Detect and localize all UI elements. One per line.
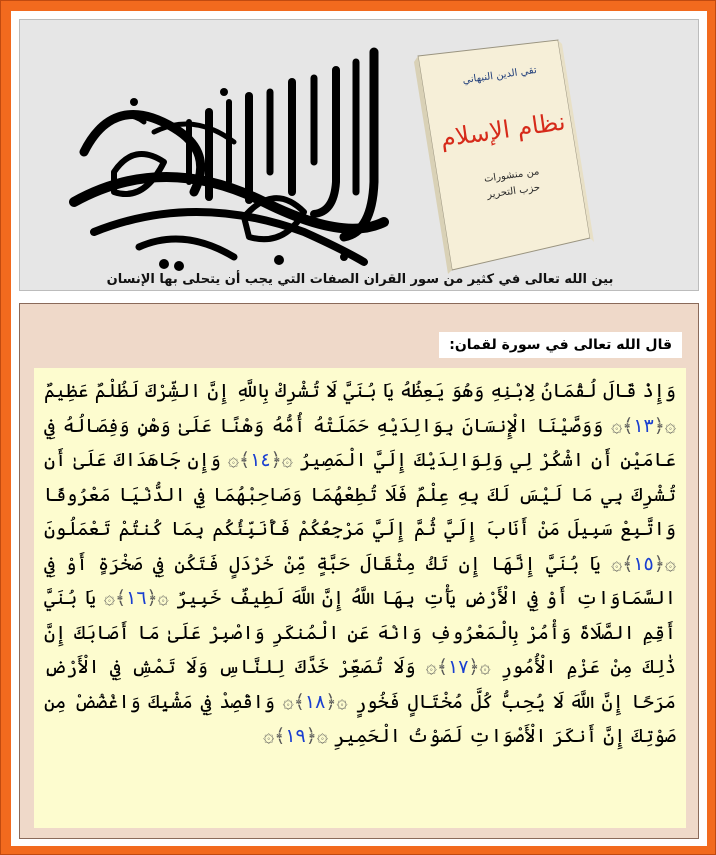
ayah-ornament-icon: ﴾۞: [103, 587, 127, 609]
ayah-ornament-icon: ﴾۞: [227, 449, 251, 471]
verses-box: [34, 368, 686, 828]
ayah-number-marker: [611, 553, 676, 575]
ayah-number: ١٨: [304, 690, 326, 713]
ayah-number: ١٥: [633, 552, 654, 575]
ayah-ornament-icon: ﴾۞: [263, 725, 286, 747]
ayah-ornament-icon: ۞﴿: [653, 552, 677, 575]
book-cover-image: [408, 38, 594, 274]
ayah-number: ١٧: [448, 656, 469, 678]
ayah-ornament-icon: ﴾۞: [282, 690, 305, 713]
verses-panel: [19, 303, 699, 839]
book-publisher-line2: حزب التحرير: [486, 182, 541, 201]
book-title: نظام الإسلام: [438, 107, 568, 153]
ayah-ornament-icon: ﴾۞: [425, 656, 448, 678]
ayah-ornament-icon: ۞﴿: [653, 414, 677, 437]
ayah-number: ١٣: [633, 414, 654, 437]
ayah-number-marker: [228, 449, 293, 471]
verse-text: يَا بُنَيَّ إِنَّهَا إِن تَكُ مِثْقَالَ حَبَّةٍ مِّنْ خَرْدَلٍ فَتَكُن فِي صَخْرَةٍ أَوْ فِي السَّمَاوَاتِ أَوْ فِي الْأَرْضِ يَأْتِ بِهَا اللَّهُ إِنَّ اللَّهَ لَطِيفٌ خَبِيرٌ: [44, 552, 676, 609]
ayah-number: ١٩: [285, 725, 306, 747]
caption-text: بين الله تعالى في كثير من سور القران الصفات التي يجب أن يتحلى بها الإنسان: [106, 272, 614, 287]
ayah-number-marker: [263, 725, 328, 747]
ayah-ornament-icon: ۞﴿: [305, 725, 329, 747]
ayah-ornament-icon: ۞﴿: [146, 587, 169, 609]
ayah-ornament-icon: ۞﴿: [468, 656, 491, 678]
verse-text: وَإِن جَاهَدَاكَ عَلَىٰ أَن تُشْرِكَ بِي مَا لَيْسَ لَكَ بِهِ عِلْمٌ فَلَا تُطِعْهُمَا وَصَاحِبْهُمَا فِي الدُّنْيَا مَعْرُوفًا وَاتَّبِعْ سَبِيلَ مَنْ أَنَابَ إِلَيَّ ثُمَّ إِلَيَّ مَرْجِعُكُمْ فَأُنَبِّئُكُم بِمَا كُنتُمْ تَعْمَلُونَ: [44, 449, 676, 540]
ayah-number-marker: [426, 656, 491, 678]
verse-text: وَلَا تُصَعِّرْ خَدَّكَ لِلنَّاسِ وَلَا تَمْشِ فِي الْأَرْضِ مَرَحًا إِنَّ اللَّهَ لَا يُحِبُّ كُلَّ مُخْتَالٍ فَخُورٍ: [44, 656, 676, 713]
ayah-ornament-icon: ۞﴿: [270, 449, 293, 471]
ayah-number-marker: [104, 587, 169, 609]
ayah-ornament-icon: ﴾۞: [611, 414, 634, 437]
ayah-ornament-icon: ﴾۞: [611, 552, 634, 575]
calligraphy-artwork: [44, 32, 404, 277]
ayah-number: ١٤: [250, 449, 271, 471]
ayah-number: ١٦: [126, 587, 147, 609]
verse-text: يَا بُنَيَّ أَقِمِ الصَّلَاةَ وَأْمُرْ بِالْمَعْرُوفِ وَانْهَ عَنِ الْمُنكَرِ وَاصْبِرْ عَلَىٰ مَا أَصَابَكَ إِنَّ ذَٰلِكَ مِنْ عَزْمِ الْأُمُورِ: [44, 587, 676, 678]
verse-text: وَوَصَّيْنَا الْإِنسَانَ بِوَالِدَيْهِ حَمَلَتْهُ أُمُّهُ وَهْنًا عَلَىٰ وَهْنٍ وَفِصَالُهُ فِي عَامَيْنِ أَنِ اشْكُرْ لِي وَلِوَالِدَيْكَ إِلَيَّ الْمَصِيرُ: [44, 414, 676, 471]
book-author: تقي الدين النبهاني: [461, 64, 538, 87]
book-publisher-line1: من منشورات: [483, 166, 540, 185]
surah-heading: قال الله تعالى في سورة لقمان:: [439, 332, 682, 358]
ayah-number-marker: [283, 691, 348, 713]
verse-text: وَاقْصِدْ فِي مَشْيِكَ وَاغْضُضْ مِن صَوْتِكَ إِنَّ أَنكَرَ الْأَصْوَاتِ لَصَوْتُ الْحَمِيرِ: [44, 690, 676, 747]
verse-text: وَإِذْ قَالَ لُقْمَانُ لِابْنِهِ وَهُوَ يَعِظُهُ يَا بُنَيَّ لَا تُشْرِكْ بِاللَّهِ إِنَّ الشِّرْكَ لَظُلْمٌ عَظِيمٌ: [44, 380, 676, 402]
ayah-ornament-icon: ۞﴿: [325, 690, 348, 713]
page-content: [11, 11, 707, 846]
header-panel: [19, 19, 699, 291]
ayah-number-marker: [611, 415, 676, 437]
